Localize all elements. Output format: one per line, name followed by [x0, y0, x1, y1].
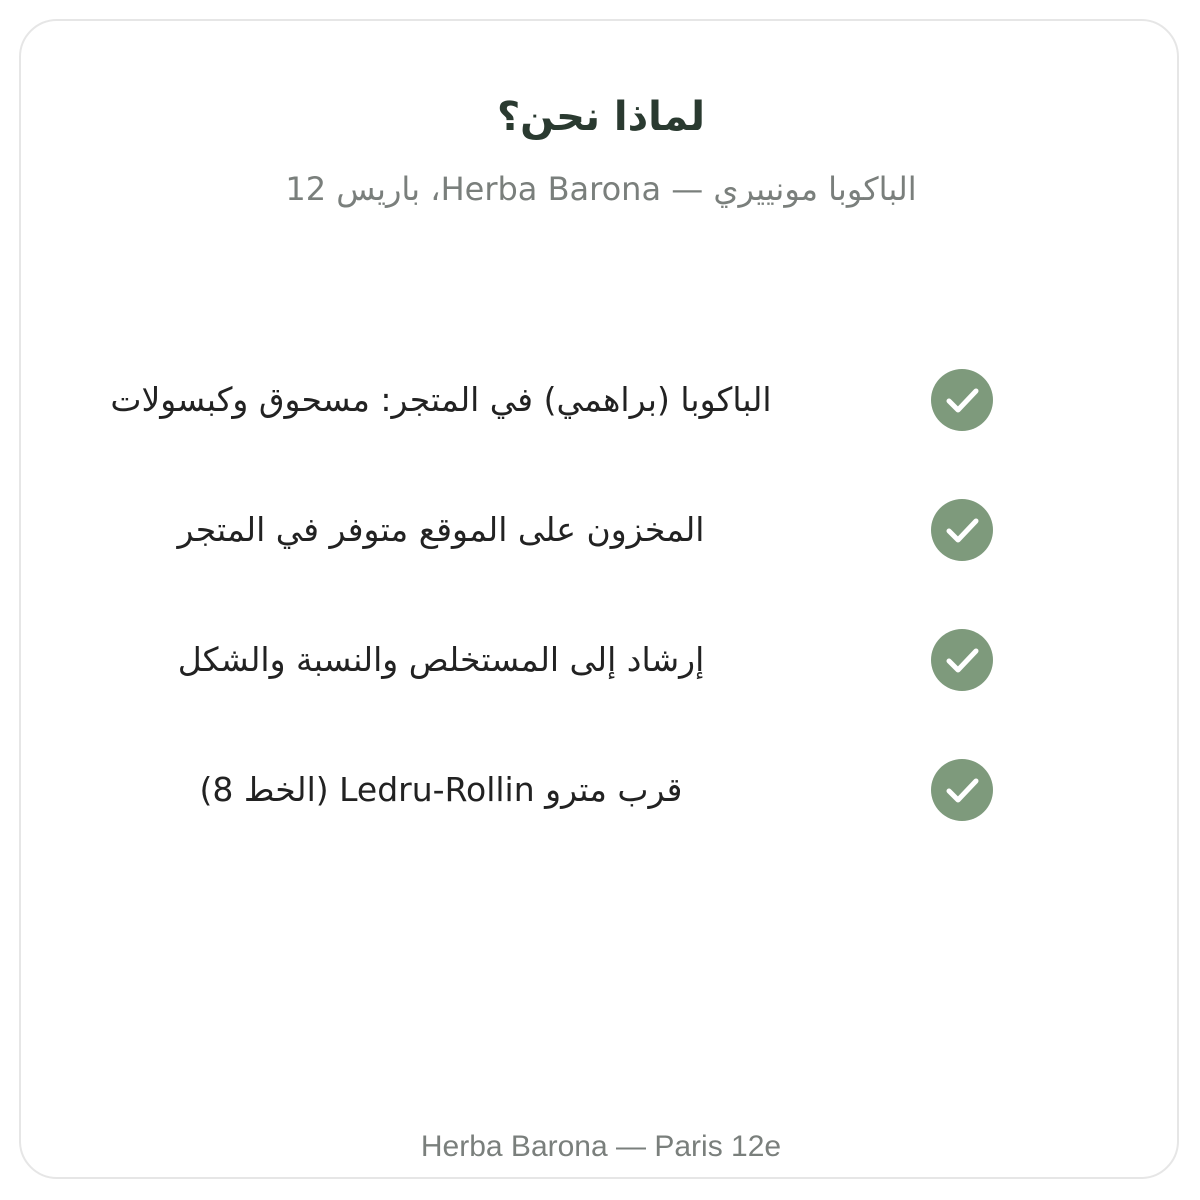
- benefit-label: إرشاد إلى المستخلص والنسبة والشكل: [177, 640, 705, 679]
- benefit-item: [21, 758, 1181, 822]
- page-title: لماذا نحن؟: [496, 94, 706, 140]
- footer-text: Herba Barona — Paris 12e: [420, 1130, 782, 1163]
- check-circle-icon: [931, 629, 993, 691]
- info-card: [19, 19, 1179, 1179]
- check-circle-icon: [931, 369, 993, 431]
- benefit-item: [21, 368, 1181, 432]
- page-subtitle: الباكوبا مونييري — Herba Barona، باريس 12: [285, 170, 917, 208]
- benefit-label: قرب مترو Ledru-Rollin (الخط 8): [199, 770, 683, 809]
- benefit-item: [21, 628, 1181, 692]
- benefit-label: الباكوبا (براهمي) في المتجر: مسحوق وكبسولات: [110, 380, 772, 419]
- check-circle-icon: [931, 759, 993, 821]
- benefit-item: [21, 498, 1181, 562]
- benefits-list: [21, 21, 1181, 1181]
- benefit-label: المخزون على الموقع متوفر في المتجر: [177, 510, 705, 549]
- check-circle-icon: [931, 499, 993, 561]
